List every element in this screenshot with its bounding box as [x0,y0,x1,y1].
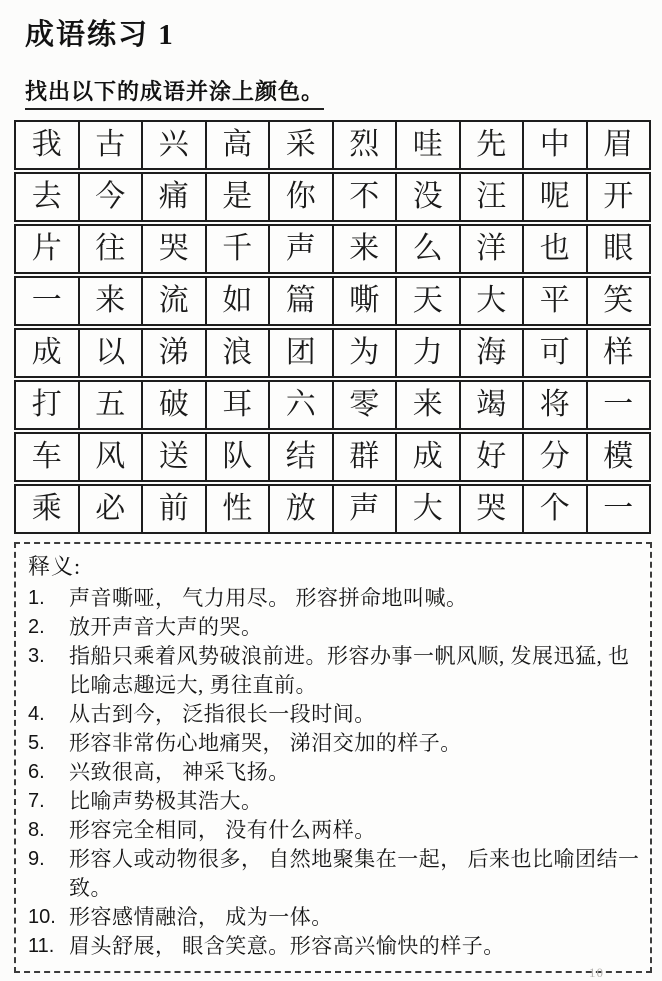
grid-cell: 成 [395,434,459,480]
definition-number: 9. [28,848,45,870]
grid-cell: 你 [268,174,332,220]
grid-cell: 嘶 [332,278,396,324]
grid-cell: 好 [459,434,523,480]
grid-cell: 耳 [205,382,269,428]
grid-cell: 放 [268,486,332,532]
definition-item [26,700,642,729]
definition-number: 3. [28,645,45,667]
grid-cell: 哭 [459,486,523,532]
definition-number: 7. [28,790,45,812]
instructions: 找出以下的成语并涂上颜色。 [25,75,324,110]
definition-item [26,932,642,961]
definition-text: 形容感情融洽， 成为一体。 [69,905,333,929]
grid-cell: 往 [78,226,142,272]
grid-cell: 破 [141,382,205,428]
grid-cell: 模 [586,434,650,480]
grid-cell: 零 [332,382,396,428]
definition-text: 形容完全相同， 没有什么两样。 [69,818,376,842]
grid-cell: 为 [332,330,396,376]
grid-cell: 一 [31,284,62,317]
grid-cell: 一 [586,486,650,532]
grid-cell: 性 [205,486,269,532]
grid-cell: 群 [332,434,396,480]
grid-cell: 哭 [141,226,205,272]
definition-number: 11. [28,935,55,957]
grid-cell: 采 [268,122,332,168]
grid-cell: 前 [141,486,205,532]
grid-cell: 开 [586,174,650,220]
grid-cell: 声 [268,226,332,272]
grid-cell: 眼 [586,226,650,272]
definition-text: 兴致很高， 神采飞扬。 [69,760,290,784]
grid-cell: 烈 [332,122,396,168]
grid-cell: 古 [78,122,142,168]
grid-cell: 我 [31,128,62,161]
grid-cell: 结 [268,434,332,480]
grid-cell: 五 [78,382,142,428]
definition-number: 5. [28,732,45,754]
worksheet-title: 成语练习 1 [25,19,175,51]
grid-cell: 呢 [522,174,586,220]
definitions-box [14,542,652,980]
grid-cell: 来 [332,226,396,272]
grid-cell: 笑 [586,278,650,324]
grid-cell: 样 [586,330,650,376]
definition-text: 指船只乘着风势破浪前进。形容办事一帆风顺, 发展迅猛, 也比喻志趣远大, 勇往直前。 [69,644,630,697]
definitions-list [26,584,642,961]
grid-row [14,276,651,326]
page-number: 10 [589,965,604,980]
grid-cell: 平 [522,278,586,324]
grid-cell: 力 [395,330,459,376]
grid-cell: 个 [522,486,586,532]
grid-cell: 分 [522,434,586,480]
definition-item [26,758,642,787]
grid-cell: 篇 [268,278,332,324]
grid-cell: 是 [205,174,269,220]
grid-cell: 风 [78,434,142,480]
grid-cell: 一 [586,382,650,428]
grid-cell: 乘 [31,492,62,525]
definition-item [26,845,642,903]
definition-item [26,903,642,932]
grid-cell: 没 [395,174,459,220]
definition-number: 8. [28,819,45,841]
grid-row [14,172,651,222]
grid-cell: 必 [78,486,142,532]
definition-number: 6. [28,761,45,783]
grid-row [14,120,651,170]
definition-text: 声音嘶哑， 气力用尽。 形容拼命地叫喊。 [69,586,468,610]
definition-number: 4. [28,703,45,725]
grid-cell: 六 [268,382,332,428]
grid-cell: 哇 [395,122,459,168]
grid-cell: 打 [31,388,62,421]
definition-text: 眉头舒展， 眼含笑意。形容高兴愉快的样子。 [69,934,505,958]
definition-text: 从古到今， 泛指很长一段时间。 [69,702,376,726]
grid-cell: 大 [459,278,523,324]
definition-text: 比喻声势极其浩大。 [69,789,263,813]
grid-cell: 海 [459,330,523,376]
grid-cell: 中 [522,122,586,168]
grid-row [14,432,651,482]
grid-cell: 去 [31,180,62,213]
definition-item [26,816,642,845]
grid-cell: 片 [31,232,62,265]
definition-number: 2. [28,616,45,638]
grid-cell: 来 [78,278,142,324]
definition-number: 10. [28,906,56,928]
grid-cell: 声 [332,486,396,532]
grid-cell: 涕 [141,330,205,376]
grid-cell: 么 [395,226,459,272]
definitions-heading: 释义: [28,554,82,579]
grid-row [14,328,651,378]
grid-cell: 高 [205,122,269,168]
grid-row [14,224,651,274]
grid-row [14,484,651,534]
grid-cell: 不 [332,174,396,220]
grid-cell: 可 [522,330,586,376]
grid-cell: 将 [522,382,586,428]
grid-cell: 大 [395,486,459,532]
grid-cell: 队 [205,434,269,480]
definition-text: 放开声音大声的哭。 [69,615,263,639]
grid-cell: 来 [395,382,459,428]
definition-item [26,729,642,758]
grid-cell: 汪 [459,174,523,220]
definition-item [26,613,642,642]
grid-cell: 先 [459,122,523,168]
character-grid [14,120,651,534]
definition-item [26,787,642,816]
grid-cell: 痛 [141,174,205,220]
grid-cell: 千 [205,226,269,272]
grid-cell: 天 [395,278,459,324]
grid-cell: 浪 [205,330,269,376]
grid-cell: 眉 [586,122,650,168]
grid-cell: 车 [31,440,62,473]
definition-text: 形容人或动物很多， 自然地聚集在一起， 后来也比喻团结一致。 [69,847,640,900]
grid-cell: 今 [78,174,142,220]
grid-cell: 也 [522,226,586,272]
grid-cell: 成 [31,336,62,369]
definition-number: 1. [28,587,45,609]
grid-cell: 团 [268,330,332,376]
grid-cell: 以 [78,330,142,376]
grid-cell: 竭 [459,382,523,428]
definition-item [26,642,642,700]
grid-cell: 兴 [141,122,205,168]
grid-cell: 如 [205,278,269,324]
grid-cell: 洋 [459,226,523,272]
grid-cell: 送 [141,434,205,480]
definition-item [26,584,642,613]
grid-row [14,380,651,430]
grid-cell: 流 [141,278,205,324]
definition-text: 形容非常伤心地痛哭， 涕泪交加的样子。 [69,731,462,755]
